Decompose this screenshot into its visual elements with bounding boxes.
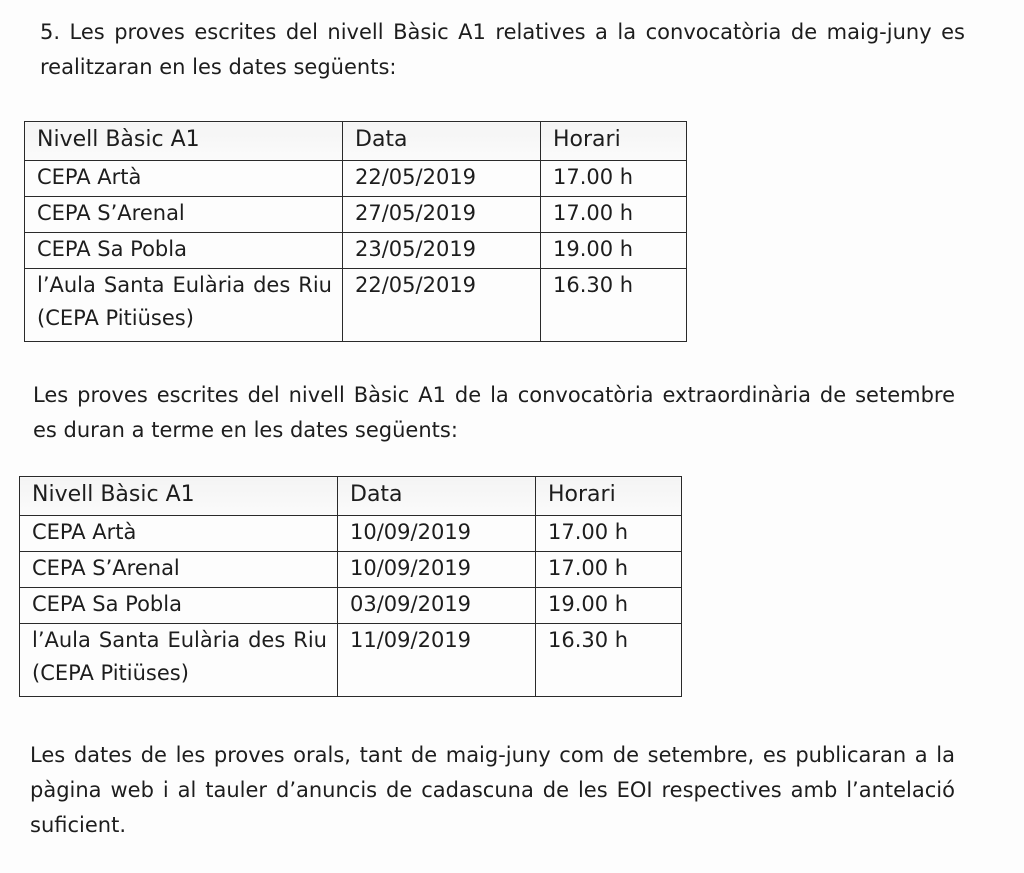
- table-header-row: [25, 122, 687, 161]
- schedule-table-september: [19, 476, 682, 697]
- cell-location: l’Aula Santa Eulària des Riu (CEPA Pitiüses): [25, 269, 343, 342]
- cell-date: 27/05/2019: [343, 197, 541, 233]
- header-date: Data: [343, 122, 541, 161]
- header-level: Nivell Bàsic A1: [25, 122, 343, 161]
- cell-time: 17.00 h: [536, 516, 682, 552]
- cell-date: 11/09/2019: [338, 624, 536, 697]
- cell-location: CEPA Sa Pobla: [25, 233, 343, 269]
- schedule-table-may-june: [24, 121, 687, 342]
- cell-time: 16.30 h: [536, 624, 682, 697]
- cell-date: 22/05/2019: [343, 161, 541, 197]
- table-row: [25, 233, 687, 269]
- cell-time: 19.00 h: [541, 233, 687, 269]
- table-row: [20, 624, 682, 697]
- cell-location: CEPA Artà: [25, 161, 343, 197]
- header-time: Horari: [536, 477, 682, 516]
- cell-time: 19.00 h: [536, 588, 682, 624]
- intro-paragraph: 5. Les proves escrites del nivell Bàsic A1 relatives a la convocatòria de maig-juny es realitzaran en les dates següents:: [40, 20, 965, 79]
- cell-time: 17.00 h: [541, 161, 687, 197]
- cell-location: l’Aula Santa Eulària des Riu (CEPA Pitiüses): [20, 624, 338, 697]
- table-header-row: [20, 477, 682, 516]
- cell-location: CEPA Artà: [20, 516, 338, 552]
- cell-date: 03/09/2019: [338, 588, 536, 624]
- september-paragraph: Les proves escrites del nivell Bàsic A1 de la convocatòria extraordinària de setembre es duran a terme en les dates següents:: [33, 383, 955, 442]
- header-level: Nivell Bàsic A1: [20, 477, 338, 516]
- header-time: Horari: [541, 122, 687, 161]
- closing-paragraph: Les dates de les proves orals, tant de maig-juny com de setembre, es publicaran a la pàgina web i al tauler d’anuncis de cadascuna de les EOI respectives amb l’antelació suficient.: [30, 743, 955, 837]
- table-row: [25, 161, 687, 197]
- cell-time: 16.30 h: [541, 269, 687, 342]
- table-row: [20, 588, 682, 624]
- cell-time: 17.00 h: [541, 197, 687, 233]
- cell-date: 23/05/2019: [343, 233, 541, 269]
- cell-location: CEPA S’Arenal: [20, 552, 338, 588]
- cell-location: CEPA Sa Pobla: [20, 588, 338, 624]
- table-row: [20, 552, 682, 588]
- cell-date: 10/09/2019: [338, 552, 536, 588]
- cell-date: 10/09/2019: [338, 516, 536, 552]
- cell-date: 22/05/2019: [343, 269, 541, 342]
- header-date: Data: [338, 477, 536, 516]
- cell-location: CEPA S’Arenal: [25, 197, 343, 233]
- table-row: [25, 269, 687, 342]
- table-row: [25, 197, 687, 233]
- cell-time: 17.00 h: [536, 552, 682, 588]
- table-row: [20, 516, 682, 552]
